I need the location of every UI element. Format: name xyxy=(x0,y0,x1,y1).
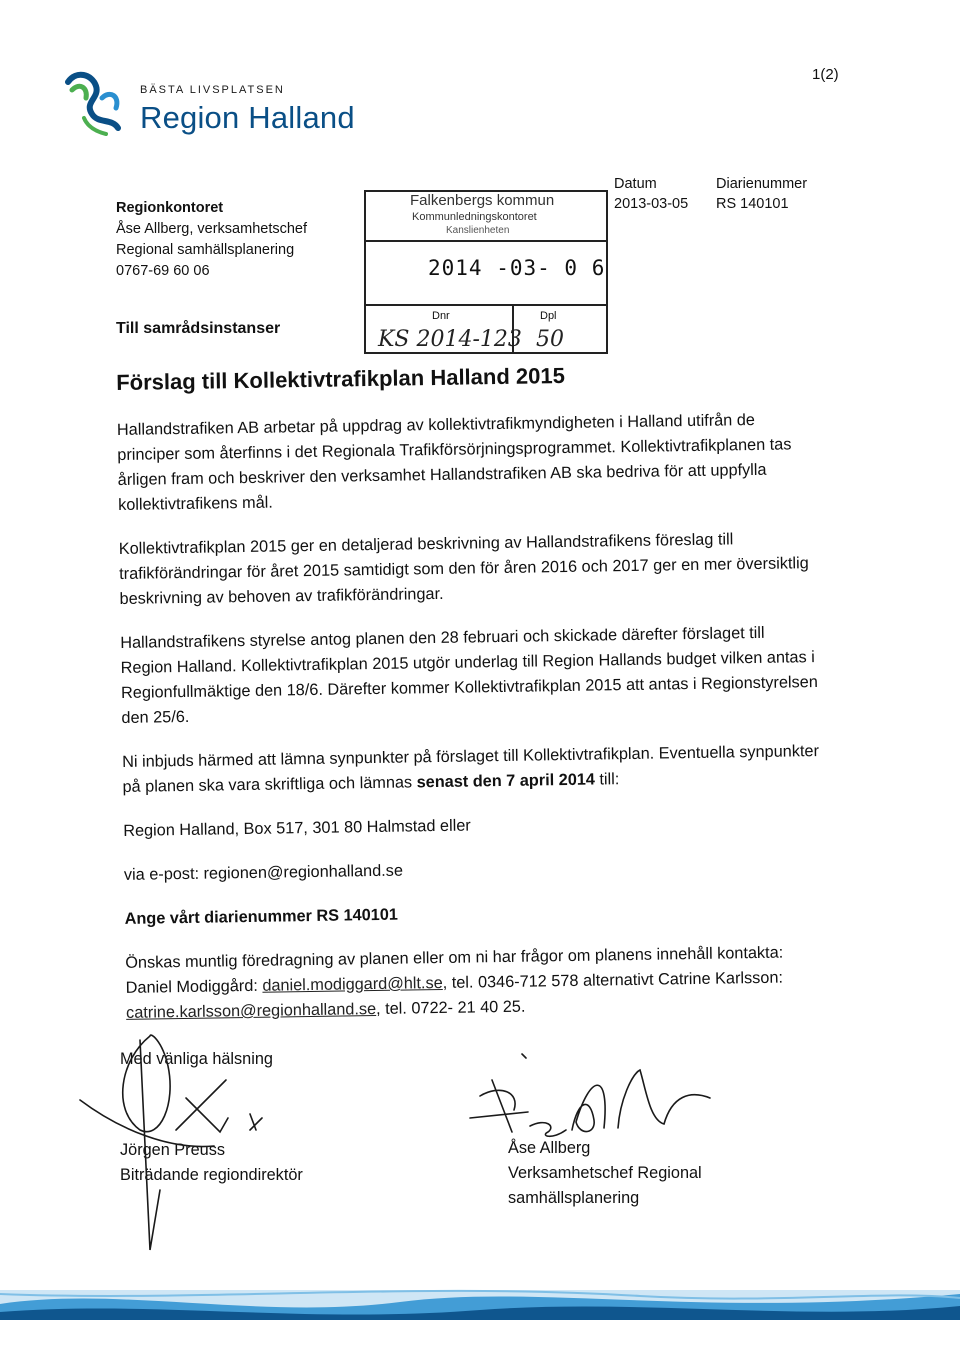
logo-tagline: BÄSTA LIVSPLATSEN xyxy=(140,84,285,96)
recipient: Till samrådsinstanser xyxy=(116,320,281,337)
stamp-dnr-value: KS 2014-123 xyxy=(378,327,522,352)
signatory-right-title: Verksamhetschef Regional xyxy=(508,1164,702,1182)
signatory-right-name: Åse Allberg xyxy=(508,1139,591,1157)
sender-phone: 0767-69 60 06 xyxy=(116,263,210,279)
signatory-left-name: Jörgen Preuss xyxy=(120,1141,225,1159)
letter-body xyxy=(116,359,827,1045)
closing-greeting: Med vänliga hälsning xyxy=(120,1050,273,1068)
stamp-dnr-label: Dnr xyxy=(432,310,450,322)
signatory-right xyxy=(508,1136,702,1211)
diarienummer-value: RS 140101 xyxy=(716,196,789,212)
paragraph-plan: Kollektivtrafikplan 2015 ger en detaljerad beskrivning av Hallandstrafikens föreslag till trafikförändringar för året 2015 samtidigt som den för åren 2016 och 2017 ger en mer översiktlig beskrivning av behoven av trafikförändringar. xyxy=(118,530,809,608)
received-stamp xyxy=(364,190,608,354)
paragraph-invitation: Ni inbjuds härmed att lämna synpunkter på förslaget till Kollektivtrafikplan. Eventuella synpunkter på planen ska vara skriftliga och lämnas senast den 7 april 2014 till: xyxy=(122,742,820,796)
signatory-left xyxy=(120,1138,303,1188)
deadline: senast den 7 april 2014 xyxy=(416,770,596,792)
stamp-date: 2014 -03- 0 6 xyxy=(428,256,606,280)
contact-email-link-catrine[interactable]: catrine.karlsson@regionhalland.se xyxy=(125,999,377,1022)
paragraph-address: Region Halland, Box 517, 301 80 Halmstad eller xyxy=(123,816,471,840)
datum-value: 2013-03-05 xyxy=(614,196,689,212)
stamp-office: Kommunledningskontoret xyxy=(412,211,537,223)
stamp-dpl-value: 50 xyxy=(536,327,564,352)
signatory-right-title-2: samhällsplanering xyxy=(508,1189,640,1207)
paragraph-email: via e-post: regionen@regionhalland.se xyxy=(123,861,404,884)
region-halland-logo-icon xyxy=(62,68,134,138)
document-title: Förslag till Kollektivtrafikplan Halland 2015 xyxy=(116,362,566,395)
sender-block xyxy=(116,198,307,282)
signatory-left-title: Biträdande regiondirektör xyxy=(120,1166,303,1184)
contact-email-link-daniel[interactable]: daniel.modiggard@hlt.se xyxy=(262,973,443,995)
footer-wave-band xyxy=(0,1272,960,1328)
sender-department: Regional samhällsplanering xyxy=(116,242,295,258)
diarienummer-label: Diarienummer xyxy=(716,176,808,192)
paragraph-reference: Ange vårt diarienummer RS 140101 xyxy=(124,905,399,928)
sender-name-title: Åse Allberg, verksamhetschef xyxy=(116,221,308,237)
stamp-dpl-label: Dpl xyxy=(540,310,557,322)
paragraph-contact: Önskas muntlig föredragning av planen eller om ni har frågor om planens innehåll kontakta: Daniel Modiggård: daniel.modiggard@hlt.se, tel. 0346-712 578 alternativt Catrine Karlsson: catrine.karlsson@regionhalland.se, tel. 0722- 21 40 25. xyxy=(125,943,784,1022)
paragraph-intro: Hallandstrafiken AB arbetar på uppdrag av kollektivtrafikmyndigheten i Halland utifrån de principer som återfinns i det Regionala Trafikförsörjningsprogrammet. Kollektivtrafikplanen tas årligen fram och beskriver den verksamhet Hallandstrafiken AB ska bedriva för att uppfylla kollektivtrafikens mål. xyxy=(116,410,792,514)
paragraph-process: Hallandstrafikens styrelse antog planen den 28 februari och skickade därefter förslaget till Region Halland. Kollektivtrafikplan 2015 utgör underlag till Region Hallands budget vilken antas i Regionfullmäktige den 18/6. Därefter kommer Kollektivtrafikplan 2015 att antas i Regionstyrelsen den 25/6. xyxy=(120,623,818,727)
brand-name: Region Halland xyxy=(140,100,355,135)
stamp-divider xyxy=(366,240,606,242)
datum-label: Datum xyxy=(614,176,657,192)
sender-org: Regionkontoret xyxy=(116,200,224,216)
stamp-divider xyxy=(366,304,606,306)
stamp-municipality: Falkenbergs kommun xyxy=(410,192,555,209)
page-number: 1(2) xyxy=(812,66,839,83)
stamp-unit: Kanslienheten xyxy=(446,225,510,236)
